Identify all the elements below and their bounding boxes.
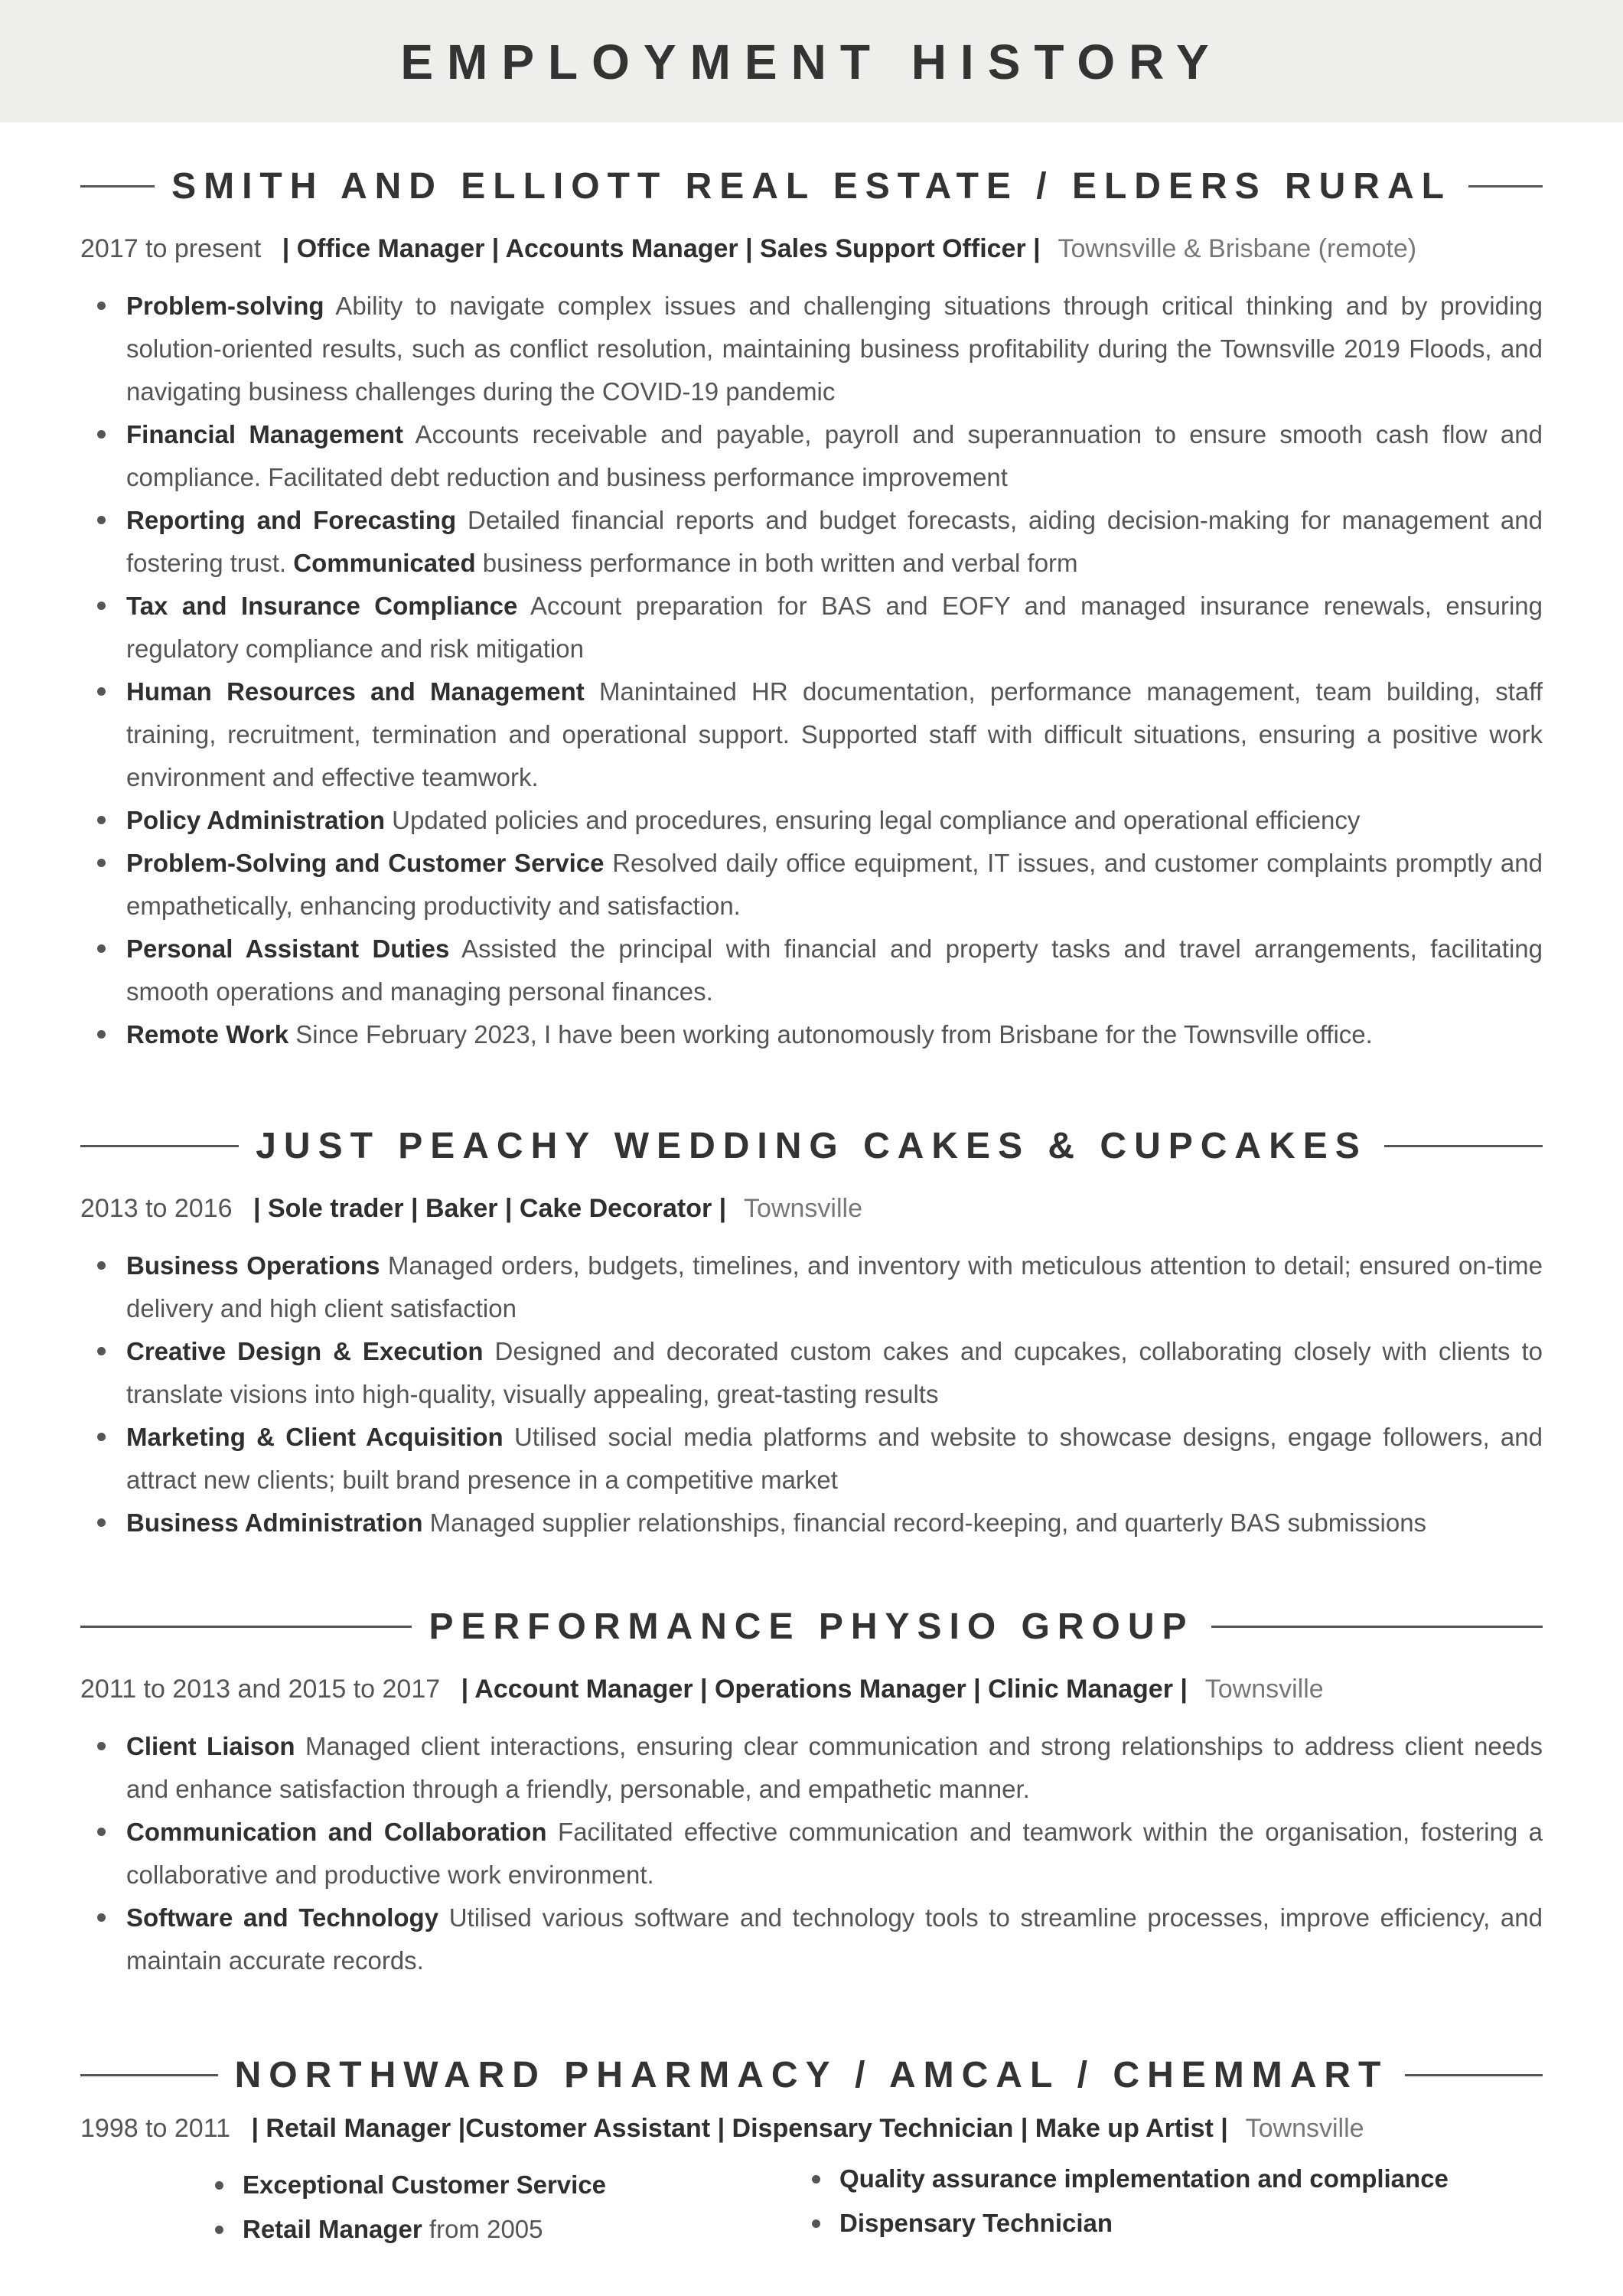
list-item: Client Liaison Managed client interactions, ensuring clear communication and strong relationships to address client needs and enhance satisfaction through a friendly, personable, and empathetic manner. bbox=[80, 1725, 1543, 1811]
job-meta bbox=[80, 2109, 1543, 2148]
job-section-performance-physio bbox=[80, 1600, 1543, 1982]
heading-rule-right bbox=[1211, 1626, 1543, 1628]
skills-columns bbox=[80, 2163, 1543, 2252]
job-section-just-peachy bbox=[80, 1119, 1543, 1544]
list-item: Remote Work Since February 2023, I have been working autonomously from Brisbane for the Townsville office. bbox=[80, 1013, 1543, 1056]
list-item: Problem-solving Ability to navigate complex issues and challenging situations through critical thinking and by providing solution-oriented results, such as conflict resolution, maintaining business profitability during the Townsville 2019 Floods, and navigating business challenges during the COVID-19 pandemic bbox=[80, 285, 1543, 413]
list-item: Software and Technology Utilised various software and technology tools to streamline processes, improve efficiency, and maintain accurate records. bbox=[80, 1896, 1543, 1982]
job-section-smith-elliott bbox=[80, 159, 1543, 1056]
job-dates: 2013 to 2016 bbox=[80, 1194, 233, 1223]
list-item: Dispensary Technician bbox=[807, 2201, 1449, 2245]
list-item: Tax and Insurance Compliance Account preparation for BAS and EOFY and managed insurance renewals, ensuring regulatory compliance and risk mitigation bbox=[80, 585, 1543, 670]
list-item: Human Resources and Management Manintained HR documentation, performance management, team building, staff training, recruitment, termination and operational support. Supported staff with difficult situations, ensuring a positive work environment and effective teamwork. bbox=[80, 670, 1543, 799]
job-location: Townsville bbox=[744, 1194, 862, 1223]
company-name: JUST PEACHY WEDDING CAKES & CUPCAKES bbox=[256, 1125, 1367, 1166]
duties-list bbox=[80, 1244, 1543, 1544]
job-section-northward-pharmacy bbox=[80, 2048, 1543, 2252]
company-name: NORTHWARD PHARMACY / AMCAL / CHEMMART bbox=[234, 2054, 1389, 2095]
heading-rule-left bbox=[80, 185, 155, 188]
list-item: Quality assurance implementation and compliance bbox=[807, 2157, 1449, 2201]
company-name: PERFORMANCE PHYSIO GROUP bbox=[429, 1606, 1194, 1647]
job-dates: 2011 to 2013 and 2015 to 2017 bbox=[80, 1675, 441, 1704]
list-item: Business Operations Managed orders, budgets, timelines, and inventory with meticulous attention to detail; ensured on-time delivery and high client satisfaction bbox=[80, 1244, 1543, 1330]
heading-rule-right bbox=[1405, 2074, 1543, 2076]
job-roles: | Office Manager | Accounts Manager | Sales Support Officer | bbox=[282, 234, 1041, 263]
skills-column-left bbox=[210, 2163, 807, 2252]
company-heading bbox=[80, 1119, 1543, 1172]
list-item: Creative Design & Execution Designed and decorated custom cakes and cupcakes, collaborating closely with clients to translate visions into high-quality, visually appealing, great-tasting results bbox=[80, 1330, 1543, 1416]
page-title: EMPLOYMENT HISTORY bbox=[400, 34, 1223, 90]
list-item: Policy Administration Updated policies and procedures, ensuring legal compliance and operational efficiency bbox=[80, 799, 1543, 842]
job-meta bbox=[80, 1189, 1543, 1228]
list-item: Reporting and Forecasting Detailed financial reports and budget forecasts, aiding decision-making for management and fostering trust. Communicated business performance in both written and verbal form bbox=[80, 499, 1543, 585]
job-meta bbox=[80, 1670, 1543, 1708]
skills-column-right bbox=[807, 2157, 1449, 2252]
heading-rule-left bbox=[80, 2074, 218, 2076]
job-dates: 1998 to 2011 bbox=[80, 2114, 230, 2143]
duties-list bbox=[80, 1725, 1543, 1982]
list-item: Business Administration Managed supplier relationships, financial record-keeping, and quarterly BAS submissions bbox=[80, 1502, 1543, 1544]
job-dates: 2017 to present bbox=[80, 234, 262, 263]
job-location: Townsville & Brisbane (remote) bbox=[1058, 234, 1417, 263]
company-name: SMITH AND ELLIOTT REAL ESTATE / ELDERS RURAL bbox=[171, 165, 1452, 207]
job-location: Townsville bbox=[1204, 1675, 1324, 1704]
list-item: Exceptional Customer Service bbox=[210, 2163, 807, 2207]
title-banner bbox=[0, 0, 1623, 122]
company-heading bbox=[80, 2048, 1543, 2102]
job-roles: | Account Manager | Operations Manager | Clinic Manager | bbox=[461, 1675, 1188, 1704]
company-heading bbox=[80, 159, 1543, 213]
list-item: Personal Assistant Duties Assisted the principal with financial and property tasks and travel arrangements, facilitating smooth operations and managing personal finances. bbox=[80, 928, 1543, 1013]
list-item: Communication and Collaboration Facilitated effective communication and teamwork within the organisation, fostering a collaborative and productive work environment. bbox=[80, 1811, 1543, 1896]
heading-rule-left bbox=[80, 1145, 239, 1147]
heading-rule-right bbox=[1384, 1145, 1543, 1147]
job-roles: | Retail Manager |Customer Assistant | Dispensary Technician | Make up Artist | bbox=[251, 2114, 1228, 2143]
heading-rule-left bbox=[80, 1626, 412, 1628]
job-location: Townsville bbox=[1245, 2114, 1364, 2143]
company-heading bbox=[80, 1600, 1543, 1653]
list-item: Marketing & Client Acquisition Utilised social media platforms and website to showcase designs, engage followers, and attract new clients; built brand presence in a competitive market bbox=[80, 1416, 1543, 1502]
heading-rule-right bbox=[1468, 185, 1543, 188]
job-meta bbox=[80, 230, 1543, 268]
list-item: Retail Manager from 2005 bbox=[210, 2207, 807, 2252]
duties-list bbox=[80, 285, 1543, 1056]
job-roles: | Sole trader | Baker | Cake Decorator | bbox=[253, 1194, 727, 1223]
list-item: Problem-Solving and Customer Service Resolved daily office equipment, IT issues, and customer complaints promptly and empathetically, enhancing productivity and satisfaction. bbox=[80, 842, 1543, 928]
list-item: Financial Management Accounts receivable and payable, payroll and superannuation to ensure smooth cash flow and compliance. Facilitated debt reduction and business performance improvement bbox=[80, 413, 1543, 499]
